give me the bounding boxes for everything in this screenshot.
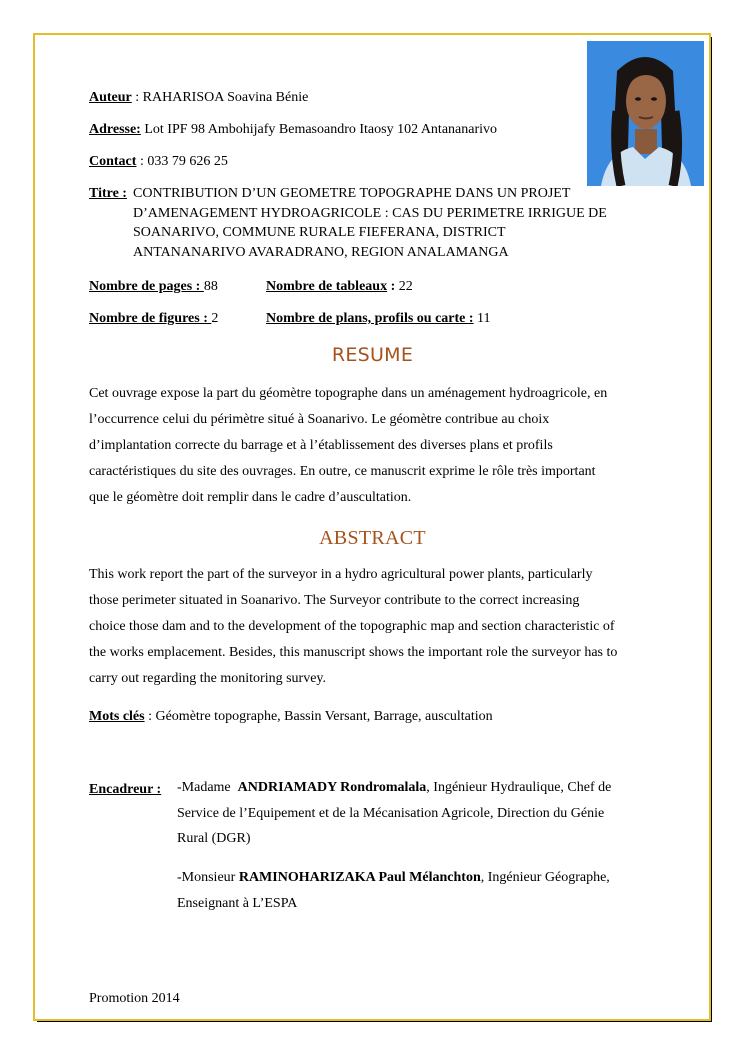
figures-stat xyxy=(89,309,218,329)
contact-line xyxy=(89,152,228,172)
tableaux-colon: : xyxy=(387,279,396,294)
tableaux-label: Nombre de tableaux xyxy=(266,279,388,294)
titre-label: Titre : xyxy=(89,186,127,201)
adresse-value: Lot IPF 98 Ambohijafy Bemasoandro Itaosy 102 Antananarivo xyxy=(140,122,498,137)
pages-label: Nombre de pages : xyxy=(89,279,204,294)
abstract-line-3: choice those dam and to the development of the topographic map and section characteristic of xyxy=(89,619,615,634)
auteur-value: RAHARISOA Soavina Bénie xyxy=(142,90,309,105)
tableaux-stat xyxy=(266,277,413,297)
encadreur-2-rest: , Ingénieur Géographe, xyxy=(480,870,610,885)
plans-value: 11 xyxy=(473,311,491,326)
encadreur-label-wrap xyxy=(89,777,161,803)
plans-label: Nombre de plans, profils ou carte xyxy=(266,311,469,326)
encadreur-2-prefix: -Monsieur xyxy=(177,870,239,885)
auteur-label: Auteur xyxy=(89,90,132,105)
plans-colon: : xyxy=(468,311,474,326)
titre-body xyxy=(133,184,653,262)
encadreur-2-name: RAMINOHARIZAKA Paul Mélanchton xyxy=(238,870,481,885)
encadreur-1-prefix: -Madame xyxy=(177,780,238,795)
resume-heading: RESUME xyxy=(331,344,414,366)
abstract-line-1: This work report the part of the surveyor in a hydro agricultural power plants, particularly xyxy=(89,567,593,582)
plans-stat xyxy=(266,309,491,329)
resume-line-2: l’occurrence celui du périmètre situé à Soanarivo. Le géomètre contribue au choix xyxy=(89,412,550,427)
keywords-value: : Géomètre topographe, Bassin Versant, Barrage, auscultation xyxy=(144,709,493,724)
encadreur-2-line2: Enseignant à L’ESPA xyxy=(177,895,298,911)
author-photo xyxy=(587,41,704,186)
encadreur-1-line3: Rural (DGR) xyxy=(177,831,251,846)
pages-value: 88 xyxy=(203,279,218,294)
encadreur-label: Encadreur : xyxy=(89,782,162,797)
keywords-line xyxy=(89,707,493,727)
abstract-heading: ABSTRACT xyxy=(319,527,426,549)
titre-label-wrap xyxy=(89,184,127,204)
titre-line-4: ANTANANARIVO AVARADRANO, REGION ANALAMANGA xyxy=(133,244,509,260)
auteur-sep: : xyxy=(131,90,143,105)
encadreur-1-name: ANDRIAMADY Rondromalala xyxy=(237,780,427,795)
figures-value: 2 xyxy=(211,311,219,326)
auteur-line xyxy=(89,88,308,108)
titre-line-1: CONTRIBUTION D’UN GEOMETRE TOPOGRAPHE DANS UN PROJET xyxy=(133,186,571,201)
promotion: Promotion 2014 xyxy=(89,991,180,1006)
encadreur-person-2 xyxy=(177,865,657,916)
titre-line-3: SOANARIVO, COMMUNE RURALE FIEFERANA, DISTRICT xyxy=(133,225,506,240)
adresse-label: Adresse: xyxy=(89,122,141,137)
contact-sep: : xyxy=(136,154,148,169)
adresse-line xyxy=(89,120,497,140)
resume-line-3: d’implantation correcte du barrage et à l’établissement des diverses plans et profils xyxy=(89,438,553,453)
pages-stat xyxy=(89,277,218,297)
resume-line-4: caractéristiques du site des ouvrages. En outre, ce manuscrit exprime le rôle très important xyxy=(89,464,596,479)
encadreur-person-1 xyxy=(177,775,657,852)
abstract-paragraph xyxy=(89,562,664,692)
abstract-line-2: those perimeter situated in Soanarivo. The Surveyor contribute to the correct increasing xyxy=(89,593,580,608)
titre-line-2: D’AMENAGEMENT HYDROAGRICOLE : CAS DU PERIMETRE IRRIGUE DE xyxy=(133,205,607,221)
resume-line-5: que le géomètre doit remplir dans le cadre d’auscultation. xyxy=(89,490,412,505)
contact-value: 033 79 626 25 xyxy=(147,154,228,169)
encadreur-1-rest: , Ingénieur Hydraulique, Chef de xyxy=(426,780,612,795)
figures-label: Nombre de figures : xyxy=(89,311,212,326)
abstract-line-4: the works emplacement. Besides, this manuscript shows the important role the surveyor has to xyxy=(89,645,618,660)
tableaux-value: 22 xyxy=(395,279,413,294)
abstract-line-5: carry out regarding the monitoring survey. xyxy=(89,671,327,686)
encadreur-1-line2: Service de l’Equipement et de la Mécanisation Agricole, Direction du Génie xyxy=(177,805,605,821)
resume-line-1: Cet ouvrage expose la part du géomètre topographe dans un aménagement hydroagricole, en xyxy=(89,386,608,401)
contact-label: Contact xyxy=(89,154,137,169)
keywords-label: Mots clés xyxy=(89,709,145,724)
resume-paragraph xyxy=(89,381,664,511)
